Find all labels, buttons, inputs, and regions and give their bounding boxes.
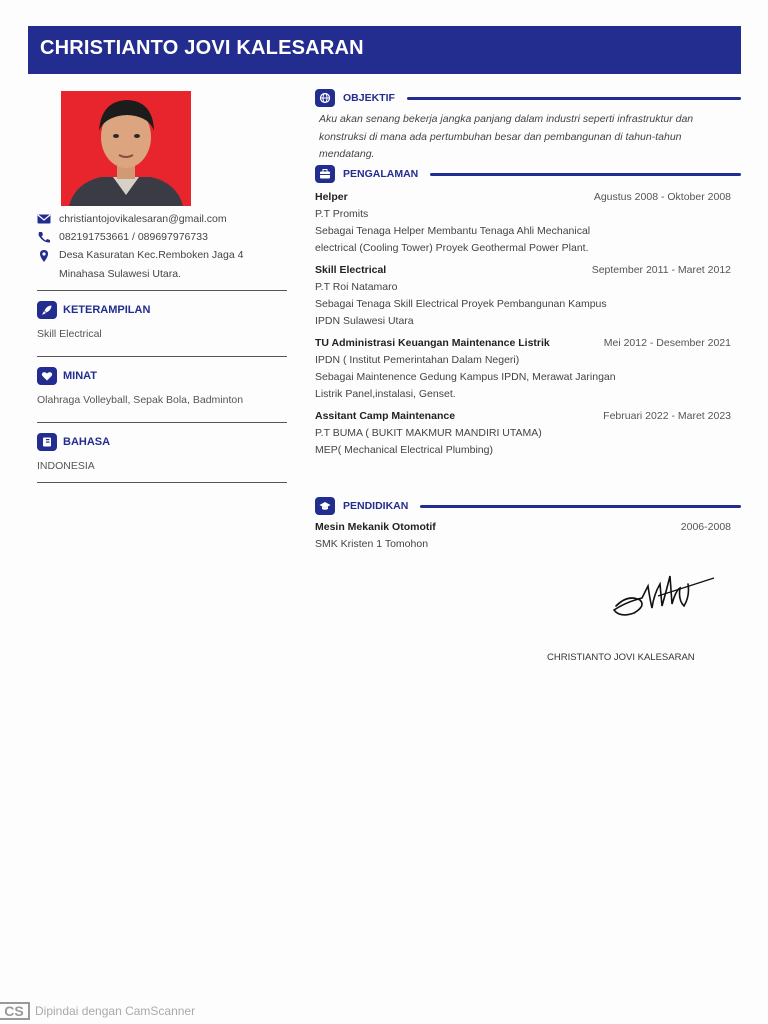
divider	[37, 482, 287, 483]
job-desc: Sebagai Tenaga Skill Electrical Proyek Pembangunan Kampus	[315, 298, 607, 310]
job-desc: IPDN Sulawesi Utara	[315, 315, 414, 327]
job-entry	[315, 408, 741, 459]
job-entry	[315, 335, 741, 403]
job-desc: electrical (Cooling Tower) Proyek Geothermal Power Plant.	[315, 242, 589, 254]
job-desc: Sebagai Maintenence Gedung Kampus IPDN, Merawat Jaringan	[315, 371, 616, 383]
envelope-icon	[37, 213, 51, 225]
minat-section	[37, 356, 287, 416]
job-company: P.T BUMA ( BUKIT MAKMUR MANDIRI UTAMA)	[315, 427, 542, 439]
job-company: P.T Roi Natamaro	[315, 281, 398, 293]
phone-text: 082191753661 / 089697976733	[59, 231, 208, 243]
resume-header	[28, 26, 741, 74]
keterampilan-section	[37, 290, 287, 350]
rocket-icon	[37, 301, 57, 319]
signature-image	[608, 566, 718, 626]
keterampilan-body: Skill Electrical	[37, 328, 102, 340]
minat-title: MINAT	[63, 370, 98, 382]
job-company: P.T Promits	[315, 208, 369, 220]
bahasa-section	[37, 422, 287, 482]
pengalaman-title: PENGALAMAN	[343, 168, 419, 180]
contact-email[interactable]	[37, 210, 287, 228]
keterampilan-title: KETERAMPILAN	[63, 304, 151, 316]
school-name: SMK Kristen 1 Tomohon	[315, 538, 429, 550]
education-years: 2006-2008	[680, 521, 731, 533]
job-date: Agustus 2008 - Oktober 2008	[593, 191, 731, 203]
camscanner-logo: CS	[0, 1002, 30, 1020]
job-desc: Sebagai Tenaga Helper Membantu Tenaga Ahli Mechanical	[315, 225, 591, 237]
job-date: Februari 2022 - Maret 2023	[603, 410, 731, 422]
globe-icon	[315, 89, 335, 107]
job-entry	[315, 262, 741, 330]
bahasa-title: BAHASA	[63, 436, 111, 448]
book-icon	[37, 433, 57, 451]
graduation-cap-icon	[315, 497, 335, 515]
job-company: IPDN ( Institut Pemerintahan Dalam Negeri)	[315, 354, 520, 366]
job-desc: Listrik Panel,instalasi, Genset.	[315, 388, 456, 400]
minat-body: Olahraga Volleyball, Sepak Bola, Badminton	[37, 394, 244, 406]
signature-name: CHRISTIANTO JOVI KALESARAN	[547, 652, 695, 663]
degree-title: Mesin Mekanik Otomotif	[315, 521, 436, 533]
job-desc: MEP( Mechanical Electrical Plumbing)	[315, 444, 493, 456]
pengalaman-section	[315, 164, 741, 459]
pendidikan-section	[315, 496, 741, 553]
section-rule	[407, 97, 741, 100]
job-entry	[315, 189, 741, 257]
education-entry	[315, 519, 741, 553]
bahasa-body: INDONESIA	[37, 460, 95, 472]
section-rule	[420, 505, 741, 508]
section-rule	[430, 173, 741, 176]
map-pin-icon	[37, 250, 51, 262]
job-title: Skill Electrical	[315, 264, 387, 276]
phone-icon	[37, 231, 51, 243]
heart-icon	[37, 367, 57, 385]
job-date: September 2011 - Maret 2012	[591, 264, 731, 276]
header-name: CHRISTIANTO JOVI KALESARAN	[40, 37, 364, 59]
contact-address	[37, 246, 287, 284]
profile-photo	[61, 91, 191, 206]
briefcase-icon	[315, 165, 335, 183]
camscanner-text: Dipindai dengan CamScanner	[35, 1004, 196, 1018]
email-text: christiantojovikalesaran@gmail.com	[59, 213, 227, 225]
contact-phone[interactable]	[37, 228, 287, 246]
left-column	[37, 210, 287, 483]
camscanner-watermark	[0, 1002, 195, 1020]
job-title: TU Administrasi Keuangan Maintenance Listrik	[315, 337, 550, 349]
job-title: Helper	[315, 191, 348, 203]
job-date: Mei 2012 - Desember 2021	[603, 337, 731, 349]
objektif-section	[315, 88, 741, 164]
address-text: Desa Kasuratan Kec.Remboken Jaga 4 Minahasa Sulawesi Utara.	[59, 249, 244, 280]
pendidikan-title: PENDIDIKAN	[343, 500, 409, 512]
objektif-text: Aku akan senang bekerja jangka panjang dalam industri seperti infrastruktur dan konstruksi di mana ada pertumbuhan besar dan pembangunan di tahun-tahun mendatang.	[319, 113, 694, 160]
job-title: Assitant Camp Maintenance	[315, 410, 456, 422]
objektif-title: OBJEKTIF	[343, 92, 395, 104]
